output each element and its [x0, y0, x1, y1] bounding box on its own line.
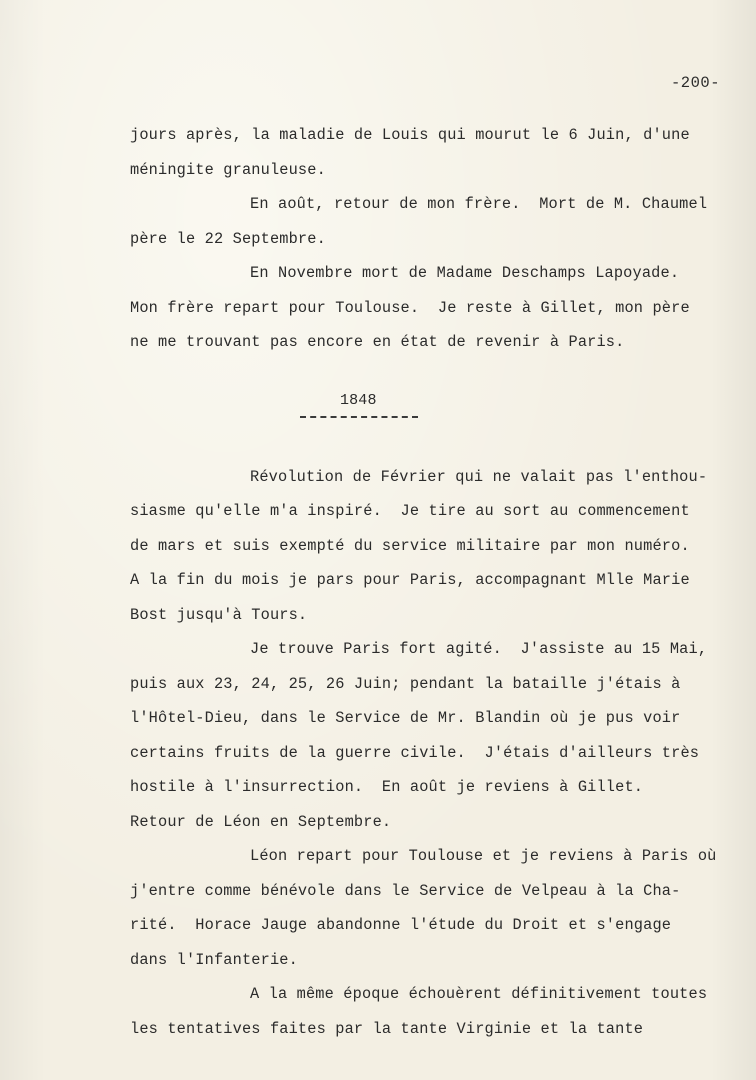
- text-line: siasme qu'elle m'a inspiré. Je tire au sort au commencement: [130, 502, 690, 520]
- text-line: Bost jusqu'à Tours.: [130, 605, 308, 624]
- text-line: Léon repart pour Toulouse et je reviens à Paris où: [250, 847, 717, 865]
- text-line: les tentatives faites par la tante Virginie et la tante: [130, 1019, 644, 1038]
- text-line: En Novembre mort de Madame Deschamps Lapoyade.: [250, 264, 680, 282]
- text-line: jours après, la maladie de Louis qui mourut le 6 Juin, d'une: [130, 126, 690, 144]
- text-line: j'entre comme bénévole dans le Service de Velpeau à la Cha-: [130, 881, 681, 900]
- text-line: A la fin du mois je pars pour Paris, accompagnant Mlle Marie: [130, 571, 690, 589]
- dashed-divider: [300, 416, 418, 418]
- text-line: Mon frère repart pour Toulouse. Je reste à Gillet, mon père: [130, 298, 690, 317]
- text-line: de mars et suis exempté du service militaire par mon numéro.: [130, 536, 690, 555]
- text-line: père le 22 Septembre.: [130, 229, 326, 248]
- text-line: Retour de Léon en Septembre.: [130, 812, 392, 831]
- year-section-heading: [130, 360, 748, 460]
- text-line: Révolution de Février qui ne valait pas l'enthou-: [250, 467, 708, 486]
- text-line: A la même époque échouèrent définitivement toutes: [250, 985, 708, 1003]
- page-number: -200-: [670, 74, 720, 92]
- text-line: puis aux 23, 24, 25, 26 Juin; pendant la bataille j'étais à: [130, 674, 681, 693]
- text-line: dans l'Infanterie.: [130, 950, 298, 969]
- year-heading: 1848: [340, 391, 377, 409]
- text-line: Je trouve Paris fort agité. J'assiste au 15 Mai,: [250, 640, 708, 658]
- text-line: certains fruits de la guerre civile. J'étais d'ailleurs très: [130, 743, 700, 762]
- text-line: méningite granuleuse.: [130, 160, 326, 179]
- text-line: hostile à l'insurrection. En août je reviens à Gillet.: [130, 778, 644, 796]
- text-line: En août, retour de mon frère. Mort de M. Chaumel: [250, 195, 708, 213]
- body-text: [130, 118, 748, 1046]
- text-line: l'Hôtel-Dieu, dans le Service de Mr. Blandin où je pus voir: [130, 709, 681, 727]
- text-line: ne me trouvant pas encore en état de revenir à Paris.: [130, 333, 625, 351]
- text-line: rité. Horace Jauge abandonne l'étude du Droit et s'engage: [130, 916, 672, 934]
